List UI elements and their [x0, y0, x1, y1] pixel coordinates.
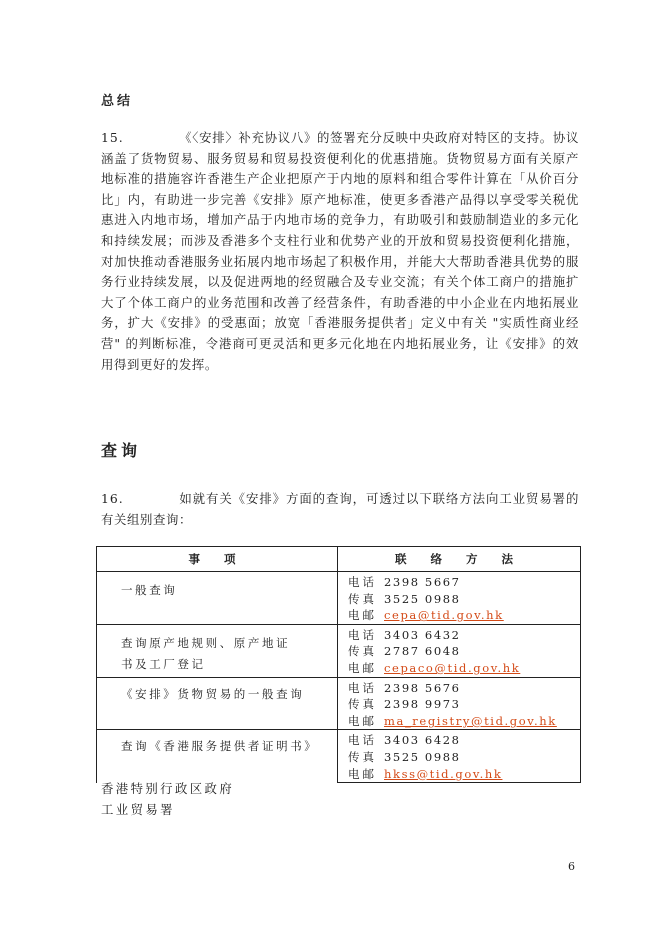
column-header-item: 事 项	[97, 547, 338, 572]
fax-label: 传真	[348, 749, 377, 764]
enquiry-item-line: 查询原产地规则、原产地证	[121, 635, 291, 650]
contact-details	[338, 730, 580, 782]
fax-label: 传真	[348, 644, 377, 659]
fax-value: 3525 0988	[384, 591, 461, 606]
tel-value: 3403 6432	[384, 627, 461, 642]
table-row	[97, 677, 581, 730]
summary-heading: 总结	[101, 94, 134, 109]
fax-label: 传真	[348, 697, 377, 712]
paragraph-text: 《〈安排〉补充协议八》的签署充分反映中央政府对特区的支持。协议涵盖了货物贸易、服务贸易和贸易投资便利化的优惠措施。货物贸易方面有关原产地标准的措施容许香港生产企业把原产于内地的原料和组合零件计算在「从价百分比」内，有助进一步完善《安排》原产地标准，使更多香港产品得以享受零关税优惠进入内地市场，增加产品于内地市场的竞争力，有助吸引和鼓励制造业的多元化和持续发展；而涉及香港多个支柱行业和优势产业的开放和贸易投资便利化措施，对加快推动香港服务业拓展内地市场起了积极作用，并能大大帮助香港具优势的服务行业持续发展，以及促进两地的经贸融合及专业交流；有关个体工商户的措施扩大了个体工商户的业务范围和改善了经营条件，有助香港的中小企业在内地拓展业务，扩大《安排》的受惠面；放宽「香港服务提供者」定义中有关 "实质性商业经营" 的判断标准，令港商可更灵活和更多元化地在内地拓展业务，让《安排》的效用得到更好的发挥。	[101, 130, 579, 372]
contact-details	[338, 625, 580, 677]
contact-details	[338, 572, 580, 624]
issuer-government: 香港特别行政区政府	[101, 781, 235, 796]
paragraph-15	[101, 128, 579, 375]
contact-table	[96, 546, 581, 783]
email-label: 电邮	[348, 660, 377, 675]
enquiry-item: 一般查询	[121, 583, 178, 597]
fax-value: 3525 0988	[384, 749, 461, 764]
tel-label: 电话	[348, 733, 377, 748]
table-row	[97, 624, 581, 677]
tel-label: 电话	[348, 627, 377, 642]
fax-value: 2787 6048	[384, 644, 461, 659]
enquiry-heading: 查询	[101, 441, 142, 460]
tel-value: 3403 6428	[384, 733, 461, 748]
column-header-contact: 联 络 方 法	[338, 547, 581, 572]
tel-value: 2398 5667	[384, 575, 461, 589]
tel-label: 电话	[348, 680, 377, 695]
issuer-signature	[101, 778, 234, 820]
email-label: 电邮	[348, 766, 377, 781]
tel-label: 电话	[348, 575, 377, 589]
paragraph-16	[101, 489, 579, 530]
page-number: 6	[568, 860, 575, 873]
tel-value: 2398 5676	[384, 680, 461, 695]
enquiry-item	[97, 625, 337, 675]
fax-label: 传真	[348, 591, 377, 606]
contact-details	[338, 678, 580, 730]
enquiry-item-line: 书及工厂登记	[121, 656, 206, 671]
enquiry-item: 查询《香港服务提供者证明书》	[121, 739, 319, 754]
table-row	[97, 572, 581, 625]
email-label: 电邮	[348, 608, 377, 623]
email-link[interactable]: cepa@tid.gov.hk	[384, 608, 504, 623]
table-header-row	[97, 547, 581, 572]
paragraph-text: 如就有关《安排》方面的查询，可透过以下联络方法向工业贸易署的有关组别查询：	[101, 491, 579, 527]
fax-value: 2398 9973	[384, 697, 461, 712]
email-label: 电邮	[348, 713, 377, 728]
email-link[interactable]: ma_registry@tid.gov.hk	[384, 713, 557, 728]
paragraph-number: 15.	[101, 130, 124, 145]
enquiry-item: 《安排》货物贸易的一般查询	[121, 686, 305, 701]
paragraph-number: 16.	[101, 491, 124, 506]
table-row	[97, 730, 581, 783]
email-link[interactable]: hkss@tid.gov.hk	[384, 766, 503, 781]
issuer-department: 工业贸易署	[101, 802, 175, 817]
email-link[interactable]: cepaco@tid.gov.hk	[384, 660, 521, 675]
